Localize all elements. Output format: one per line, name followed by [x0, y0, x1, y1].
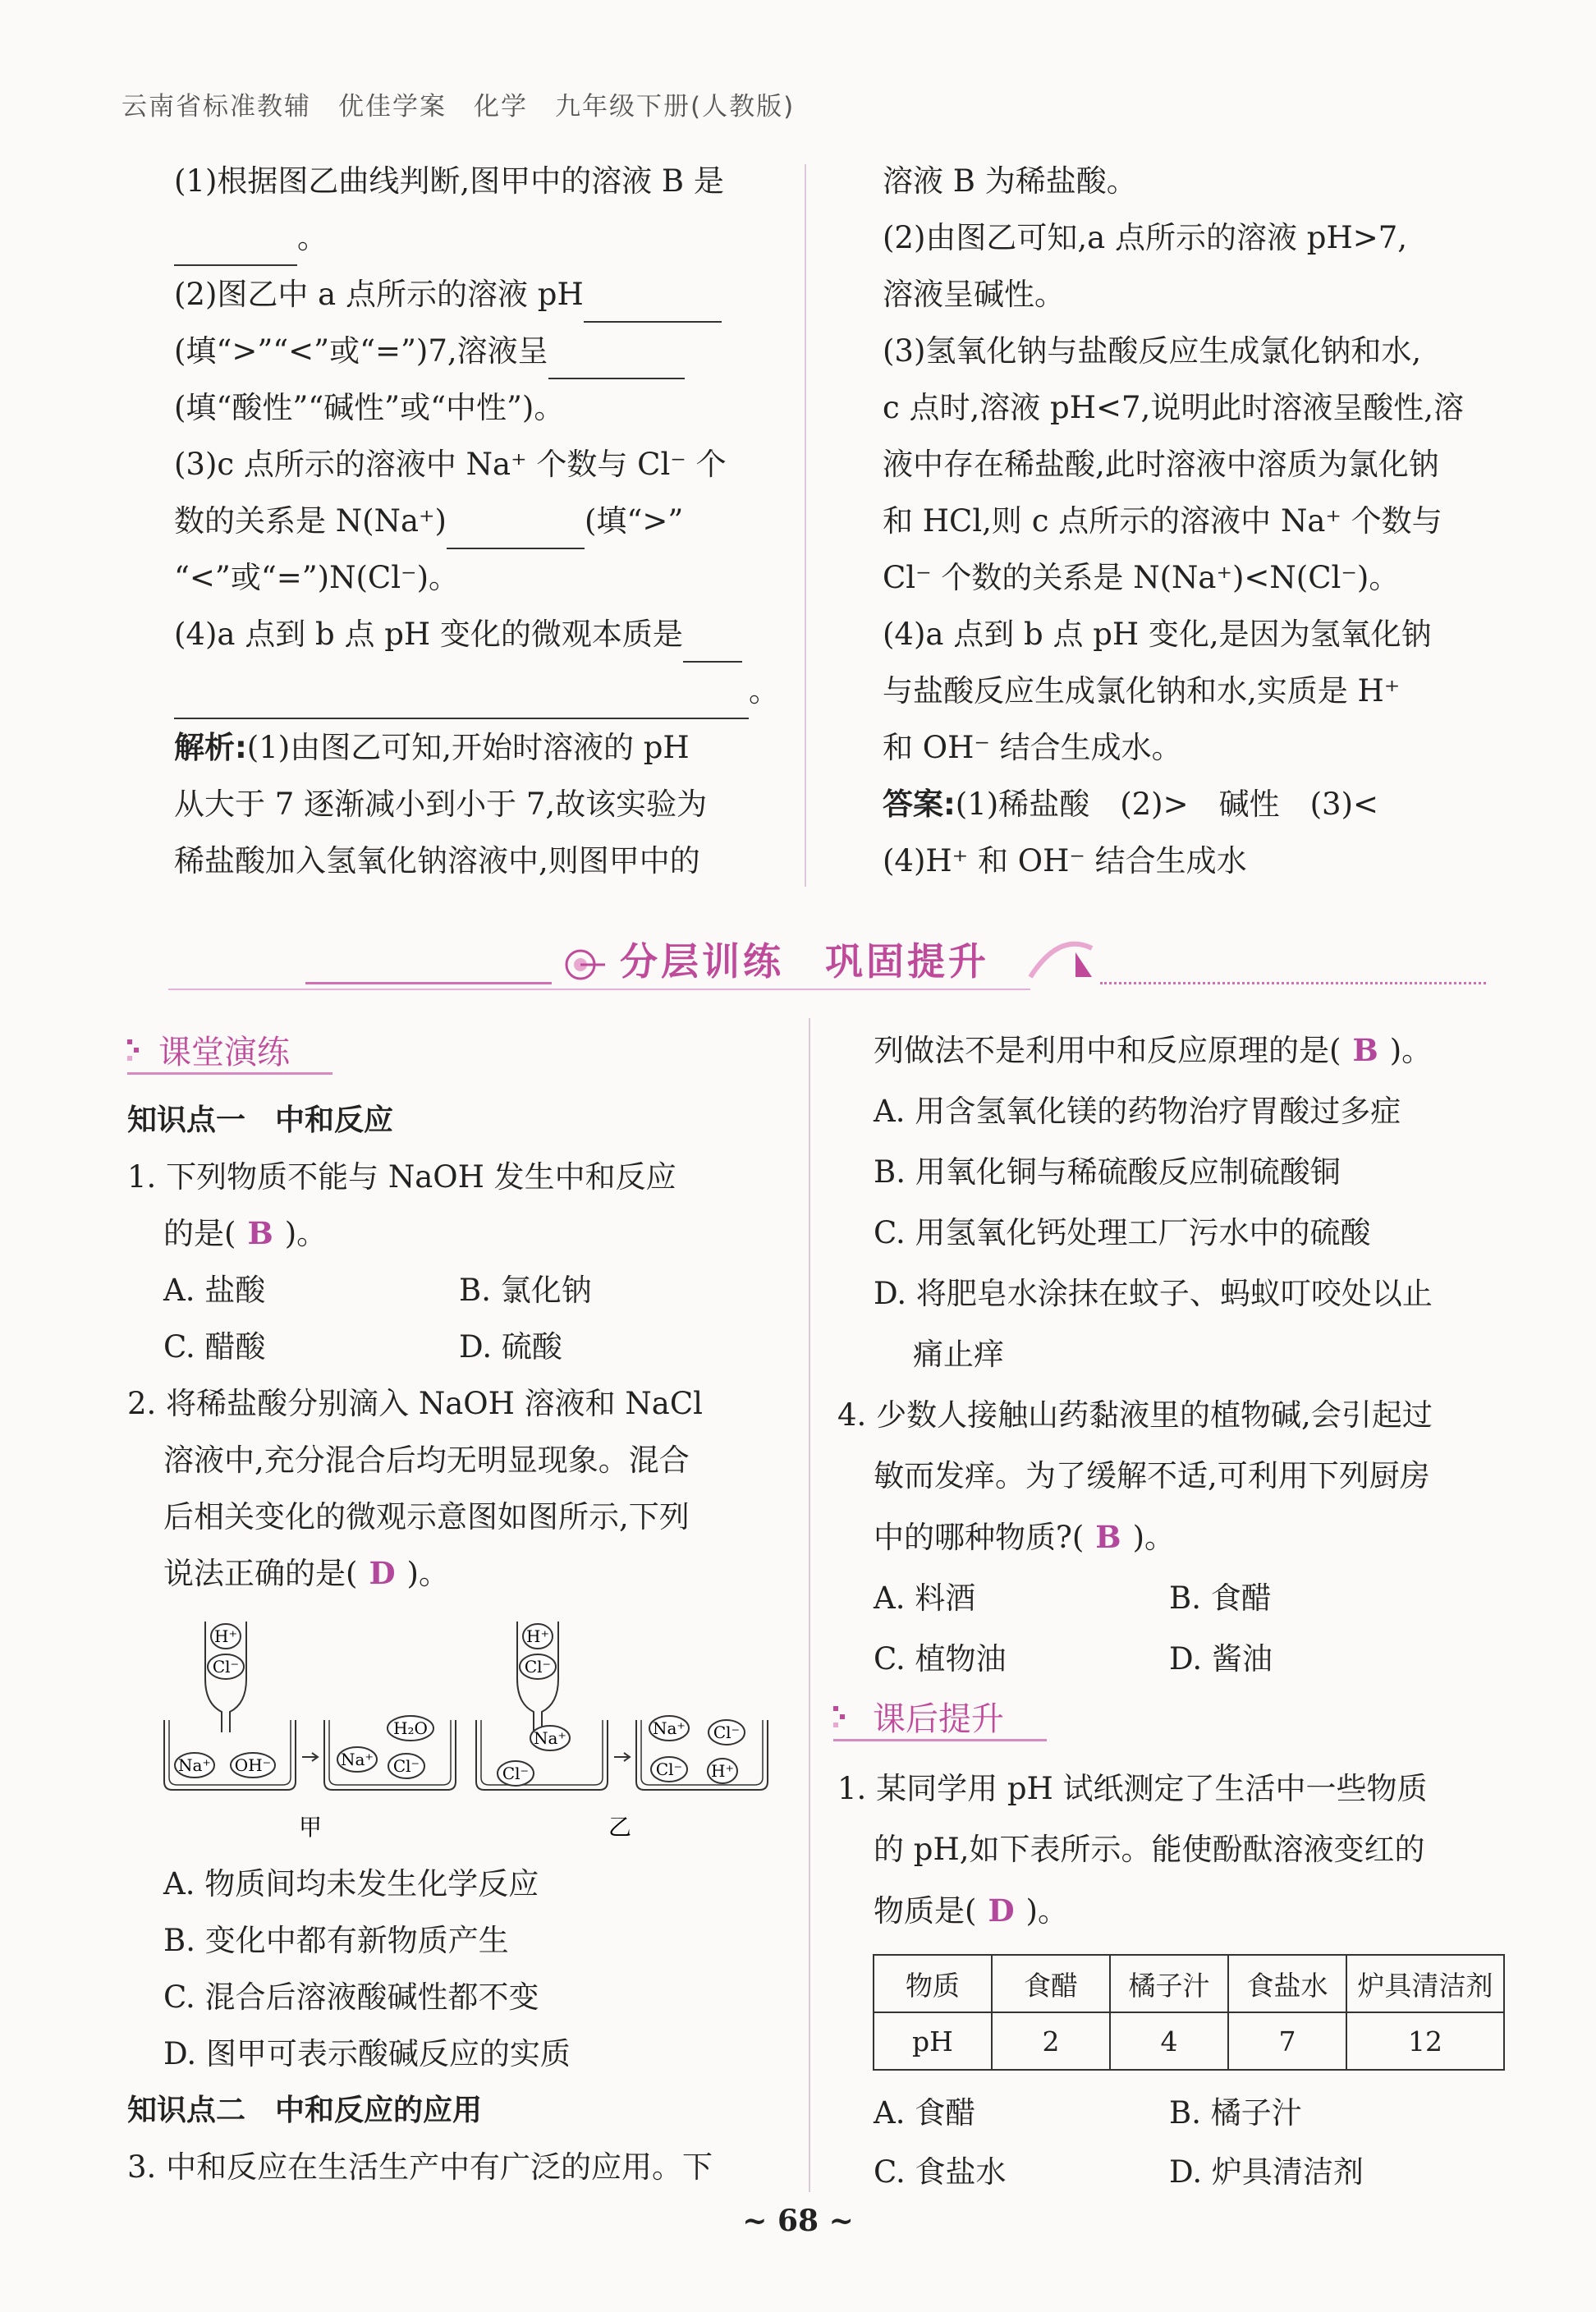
banner-line-left [305, 982, 552, 984]
answer-blank [174, 225, 297, 266]
column-divider-top [805, 164, 806, 887]
table-cell: 12 [1346, 2012, 1504, 2070]
right-bottom-column-2 [837, 1759, 1428, 1942]
knowledge-point-title: 知识点二 中和反应的应用 [127, 2094, 483, 2127]
arrow-icon [302, 1753, 318, 1761]
ion-na [337, 1747, 377, 1772]
q3-line: (3)c 点所示的溶液中 Na⁺ 个数与 Cl⁻ 个 [174, 447, 727, 482]
table-cell: 食醋 [992, 1955, 1110, 2012]
analysis-line: c 点时,溶液 pH<7,说明此时溶液呈酸性,溶 [883, 390, 1465, 425]
target-icon [560, 944, 609, 985]
analysis-line: 溶液呈碱性。 [883, 277, 1065, 312]
answer-line: (4)H⁺ 和 OH⁻ 结合生成水 [883, 843, 1247, 878]
micro-diagram [156, 1613, 780, 1860]
ion-cl [709, 1720, 745, 1745]
table-cell: 7 [1228, 2012, 1346, 2070]
table-cell: 炉具清洁剂 [1346, 1955, 1504, 2012]
ion-h [523, 1624, 553, 1649]
q4-blank-line: 。 [174, 663, 779, 719]
svg-text:Na⁺: Na⁺ [178, 1755, 211, 1775]
option-row: B. 用氧化铜与稀硫酸反应制硫酸铜 [874, 1154, 1341, 1190]
option-row: A. 盐酸 B. 氯化钠 [163, 1273, 592, 1308]
analysis-line: 稀盐酸加入氢氧化钠溶液中,则图甲中的 [174, 843, 700, 878]
option-row: B. 变化中都有新物质产生 [163, 1923, 509, 1958]
option-row: C. 食盐水 D. 炉具清洁剂 [874, 2154, 1364, 2190]
question-text: 溶液中,充分混合后均无明显现象。混合 [163, 1443, 690, 1478]
q1-blank-line: 。 [174, 209, 779, 266]
question-text: 1. 某同学用 pH 试纸测定了生活中一些物质 [837, 1771, 1428, 1806]
question-text: 的是( B )。 [163, 1215, 328, 1251]
ion-na [175, 1753, 214, 1778]
question-text: 4. 少数人接触山药黏液里的植物碱,会引起过 [837, 1397, 1433, 1433]
svg-text:H⁺: H⁺ [711, 1761, 734, 1781]
svg-text:H⁺: H⁺ [526, 1626, 549, 1646]
knowledge-point-title: 知识点一 中和反应 [127, 1103, 394, 1137]
molecule-h2o [388, 1716, 433, 1741]
answer-mark: B [247, 1215, 273, 1251]
section-title: 课堂演练 [158, 1034, 290, 1071]
option-row: D. 图甲可表示酸碱反应的实质 [163, 2036, 571, 2071]
question-text: 物质是( D )。 [874, 1892, 1068, 1929]
right-bottom-column [837, 1020, 1433, 1690]
svg-text:Na⁺: Na⁺ [341, 1750, 374, 1769]
left-top-column [174, 153, 779, 889]
q3-line-b: 数的关系是 N(Na⁺) (填“>” [174, 493, 779, 549]
analysis-line: (2)由图乙可知,a 点所示的溶液 pH>7, [883, 220, 1408, 255]
analysis-line: (4)a 点到 b 点 pH 变化,是因为氢氧化钠 [883, 617, 1432, 652]
left-bottom-column-2 [127, 1856, 713, 2195]
question-text: 的 pH,如下表所示。能使酚酞溶液变红的 [874, 1832, 1425, 1867]
banner-swoosh-icon [1026, 928, 1100, 993]
analysis-line: 从大于 7 逐渐减小到小于 7,故该实验为 [174, 787, 708, 822]
table-cell: 4 [1110, 2012, 1228, 2070]
running-header: 云南省标准教辅 优佳学案 化学 九年级下册(人教版) [122, 92, 796, 122]
q1-line: (1)根据图乙曲线判断,图甲中的溶液 B 是 [174, 163, 724, 199]
ion-na [530, 1726, 570, 1750]
ph-table [873, 1954, 1505, 2071]
option-row: C. 混合后溶液酸碱性都不变 [163, 1979, 539, 2015]
ion-cl [388, 1754, 424, 1778]
table-cell: pH [874, 2012, 992, 2070]
page-number: ~ 68 ~ [742, 2204, 854, 2238]
q2-line-c: (填“酸性”“碱性”或“中性”)。 [174, 390, 565, 425]
banner-line-under [168, 989, 1030, 990]
answer-mark: B [1095, 1519, 1121, 1555]
q2-line-b: (填“>”“<”或“=”)7,溶液呈 [174, 323, 779, 379]
left-bottom-column [127, 1092, 703, 1602]
analysis-line: 溶液 B 为稀盐酸。 [883, 163, 1137, 199]
option-row: C. 醋酸 D. 硫酸 [163, 1329, 562, 1365]
dots-icon [833, 1701, 845, 1734]
answer-blank [584, 282, 722, 323]
svg-text:H₂O: H₂O [393, 1718, 428, 1738]
question-text: 3. 中和反应在生活生产中有广泛的应用。下 [127, 2149, 713, 2185]
analysis-line: (3)氢氧化钠与盐酸反应生成氯化钠和水, [883, 333, 1422, 369]
section-heading-after-class [833, 1693, 1047, 1741]
analysis-line: 液中存在稀盐酸,此时溶液中溶质为氯化钠 [883, 447, 1439, 482]
option-row: A. 物质间均未发生化学反应 [163, 1866, 539, 1901]
analysis-line: 与盐酸反应生成氯化钠和水,实质是 H⁺ [883, 673, 1401, 709]
section-title: 课后提升 [873, 1700, 1004, 1738]
answer-blank [174, 678, 749, 719]
question-text: 敏而发痒。为了缓解不适,可利用下列厨房 [874, 1458, 1430, 1493]
section-heading-classroom [127, 1026, 332, 1075]
answer-mark: B [1352, 1032, 1378, 1068]
ion-cl [208, 1654, 244, 1679]
q2-line: (2)图乙中 a 点所示的溶液 pH [174, 266, 779, 323]
ion-na [649, 1716, 689, 1741]
dots-icon [127, 1034, 139, 1067]
ion-h [211, 1624, 241, 1649]
right-bottom-column-3 [837, 2084, 1364, 2202]
q4-line: (4)a 点到 b 点 pH 变化的微观本质是 [174, 606, 779, 663]
option-row: C. 植物油 D. 酱油 [874, 1641, 1273, 1677]
answer-mark: D [988, 1892, 1015, 1929]
question-text: 列做法不是利用中和反应原理的是( B )。 [874, 1032, 1433, 1068]
figure-label-yi: 乙 [608, 1814, 632, 1841]
option-row: C. 用氢氧化钙处理工厂污水中的硫酸 [874, 1215, 1371, 1250]
answer-line: 答案:(1)稀盐酸 (2)> 碱性 (3)< [883, 787, 1379, 822]
question-text: 中的哪种物质?( B )。 [874, 1519, 1175, 1555]
table-row [874, 2012, 1504, 2070]
table-cell: 橘子汁 [1110, 1955, 1228, 2012]
svg-text:Na⁺: Na⁺ [653, 1718, 686, 1738]
svg-text:OH⁻: OH⁻ [234, 1755, 272, 1775]
analysis-line: 和 OH⁻ 结合生成水。 [883, 730, 1182, 765]
banner-title: 分层训练 巩固提升 [620, 939, 989, 984]
question-text: 说法正确的是( D )。 [163, 1555, 449, 1591]
q3-line-c: “<”或“=”)N(Cl⁻)。 [174, 560, 460, 595]
svg-text:Cl⁻: Cl⁻ [524, 1657, 552, 1677]
table-cell: 2 [992, 2012, 1110, 2070]
answer-mark: D [369, 1555, 396, 1591]
table-cell: 食盐水 [1228, 1955, 1346, 2012]
question-text: 1. 下列物质不能与 NaOH 发生中和反应 [127, 1159, 676, 1195]
option-row: 痛止痒 [913, 1337, 1004, 1372]
option-row: A. 料酒 B. 食醋 [874, 1580, 1272, 1616]
table-cell: 物质 [874, 1955, 992, 2012]
answer-blank [447, 508, 585, 549]
answer-blank [683, 622, 742, 663]
option-row: D. 将肥皂水涂抹在蚊子、蚂蚁叮咬处以止 [874, 1276, 1433, 1311]
analysis-line: 解析:(1)由图乙可知,开始时溶液的 pH [174, 730, 690, 765]
banner-line-right [1100, 982, 1486, 984]
analysis-line: 和 HCl,则 c 点所示的溶液中 Na⁺ 个数与 [883, 503, 1442, 539]
ion-cl [498, 1761, 534, 1786]
ion-h [708, 1759, 737, 1783]
ion-cl [651, 1757, 687, 1782]
svg-text:Cl⁻: Cl⁻ [502, 1764, 530, 1783]
svg-text:H⁺: H⁺ [214, 1626, 237, 1646]
figure-label-jia: 甲 [298, 1814, 323, 1841]
option-row: A. 食醋 B. 橘子汁 [874, 2095, 1302, 2131]
analysis-line: Cl⁻ 个数的关系是 N(Na⁺)<N(Cl⁻)。 [883, 560, 1400, 595]
svg-text:Cl⁻: Cl⁻ [212, 1657, 240, 1677]
svg-text:Cl⁻: Cl⁻ [655, 1759, 683, 1779]
svg-text:Cl⁻: Cl⁻ [713, 1723, 741, 1742]
ion-oh [231, 1753, 275, 1778]
svg-text:Cl⁻: Cl⁻ [392, 1756, 420, 1776]
right-top-column [883, 153, 1464, 889]
answer-blank [548, 338, 685, 379]
ion-cl [520, 1654, 556, 1679]
question-text: 2. 将稀盐酸分别滴入 NaOH 溶液和 NaCl [127, 1386, 703, 1421]
arrow-icon [614, 1753, 630, 1761]
question-text: 后相关变化的微观示意图如图所示,下列 [163, 1499, 690, 1534]
svg-text:Na⁺: Na⁺ [534, 1728, 566, 1748]
table-header-row [874, 1955, 1504, 2012]
column-divider-bottom [809, 1018, 810, 2192]
option-row: A. 用含氢氧化镁的药物治疗胃酸过多症 [874, 1094, 1401, 1129]
